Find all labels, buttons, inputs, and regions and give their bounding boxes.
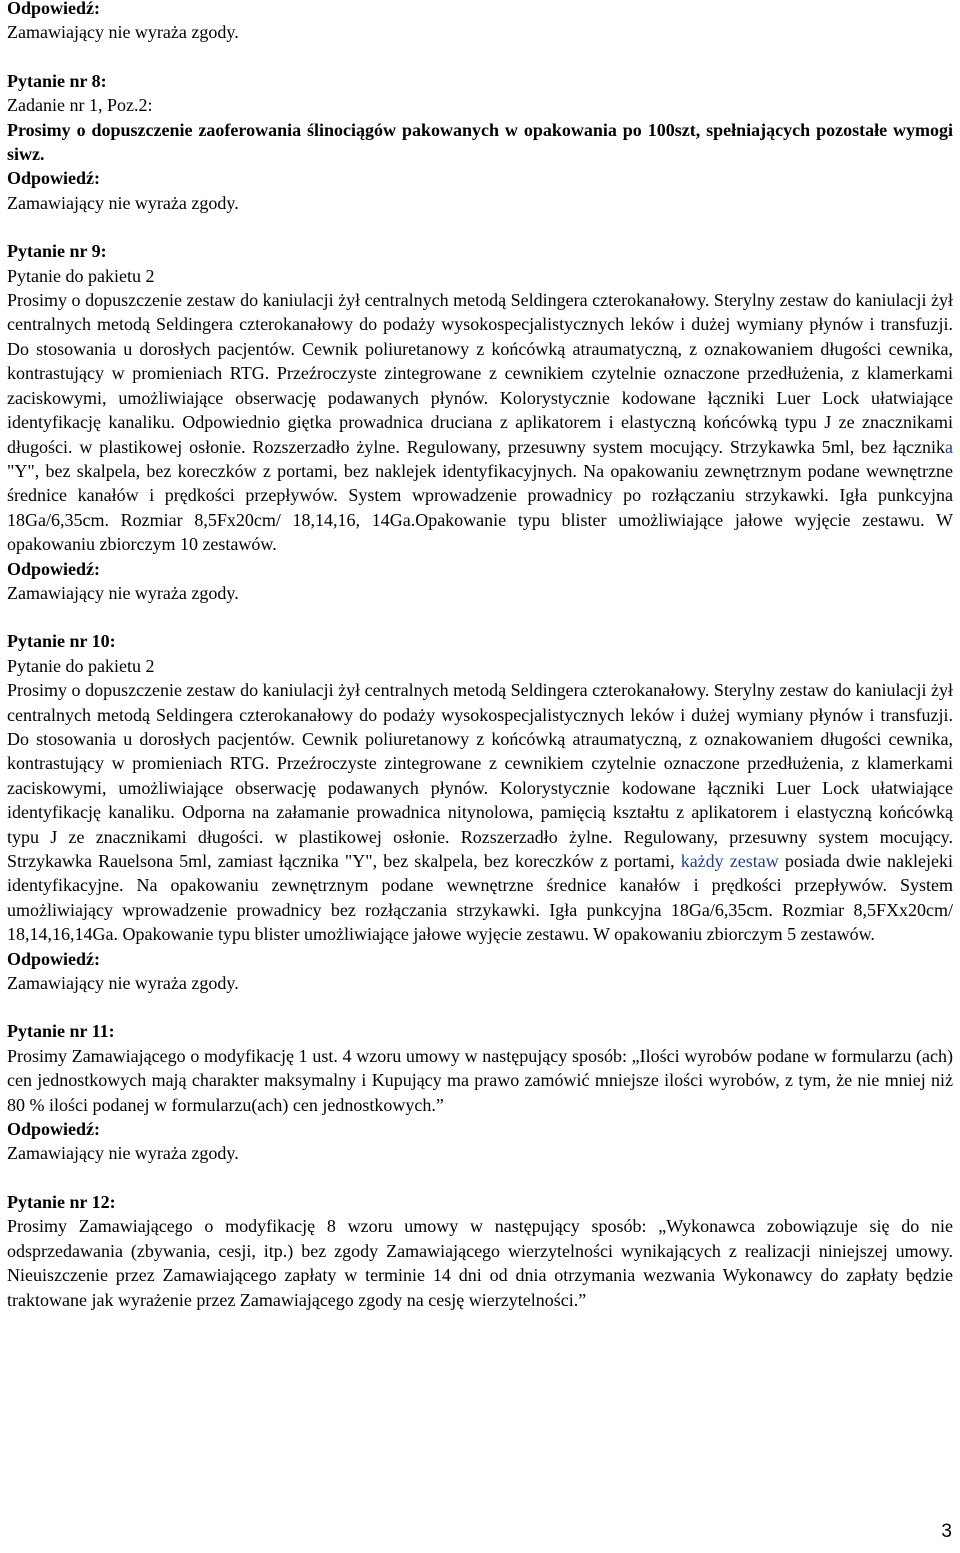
question-8-title: Pytanie nr 8: [7,70,107,91]
question-9-title: Pytanie nr 9: [7,241,107,262]
question-10-title: Pytanie nr 10: [7,631,116,652]
question-10-text [7,678,953,946]
question-9-text-part-b: "Y", bez skalpela, bez koreczków z portami, bez naklejek identyfikacyjnych. Na opakowaniu zewnętrznym podane wewnętrzne średnice kanałów i prędkości przepływów. System wprowadzenie prowadnicy po rozłączaniu strzykawki. Igła punkcyjna 18Ga/6,35cm. Rozmiar 8,5Fx20cm/ 18,14,16, 14Ga.Opakowanie typu blister umożliwiające jałowe wyjęcie zestawu. W opakowaniu zbiorczym 10 zestawów. [7,460,953,555]
page-number: 3 [941,1521,952,1542]
question-9-package: Pytanie do pakietu 2 [7,265,155,286]
question-8-text: Prosimy o dopuszczenie zaoferowania ślinociągów pakowanych w opakowania po 100szt, spełniających pozostałe wymogi siwz. [7,119,953,165]
answer-text: Zamawiający nie wyraża zgody. [7,192,239,213]
answer-text: Zamawiający nie wyraża zgody. [7,582,239,603]
answer-text: Zamawiający nie wyraża zgody. [7,973,239,994]
answer-label: Odpowiedź: [7,1119,101,1140]
answer-text: Zamawiający nie wyraża zgody. [7,1143,239,1164]
answer-text: Zamawiający nie wyraża zgody. [7,22,239,43]
question-12-text: Prosimy Zamawiającego o modyfikację 8 wzoru umowy w następujący sposób: „Wykonawca zobowiązuje się do nie odsprzedawania (zbywania, cesji, itp.) bez zgody Zamawiającego wierzytelności wynikających z realizacji niniejszej umowy. Nieuiszczenie przez Zamawiającego zapłaty w terminie 14 dni od dnia otrzymania wezwania Wykonawcy do zapłaty będzie traktowane jak wyrażenie przez Zamawiającego zgody na cesję wierzytelności.” [7,1216,953,1310]
question-10-text-part-b: posiada dwie naklejeki identyfikacyjne. Na opakowaniu zewnętrznym podane wewnętrzne średnice kanałów i prędkości przepływów. System umożliwiający wprowadzenie prowadnicy bez rozłączania strzykawki. Igła punkcyjna 18Ga/6,35cm. Rozmiar 8,5FXx20cm/ 18,14,16,14Ga. Opakowanie typu blister umożliwiające jałowe wyjęcie zestawu. W opakowaniu zbiorczym 5 zestawów. [7,851,954,945]
question-12-title: Pytanie nr 12: [7,1191,116,1212]
question-9-text-part-a: Prosimy o dopuszczenie zestaw do kaniulacji żył centralnych metodą Seldingera czterokanałowy. Sterylny zestaw do kaniulacji żył centralnych metodą Seldingera czterokanałowy do podaży wysokospecjalistycznych leków i dużej wymiany płynów i transfuzji. Do stosowania u dorosłych pacjentów. Cewnik poliuretanowy z końcówką atraumatyczną, z oznakowaniem długości cewnika, kontrastujący w promieniach RTG. Przeźroczyste zintegrowane z cewnikiem czytelnie oznaczone przedłużenia, z klamerkami zaciskowymi, umożliwiające obserwację podawanych płynów. Kolorystycznie kodowane łączniki Luer Lock ułatwiające identyfikację kanaliku. Odpowiednio giętka prowadnica druciana z aplikatorem i elastyczną końcówką typu J ze znacznikami długości. w plastikowej osłonie. Rozszerzadło żylne. Regulowany, przesuwny system mocujący. Strzykawka 5ml, bez łącznik [7,290,953,457]
answer-label: Odpowiedź: [7,0,101,18]
answer-label: Odpowiedź: [7,168,101,189]
question-8-task: Zadanie nr 1, Poz.2: [7,95,153,116]
question-11-text: Prosimy Zamawiającego o modyfikację 1 ust. 4 wzoru umowy w następujący sposób: „Ilości wyrobów podane w formularzu (ach) cen jednostkowych mają charakter maksymalny i Kupujący ma prawo zamówić mniejsze ilości wyrobów, z tym, że nie mniej niż 80 % ilości podanej w formularzu(ach) cen jednostkowych.” [7,1045,953,1115]
question-10-text-part-a: Prosimy o dopuszczenie zestaw do kaniulacji żył centralnych metodą Seldingera czterokanałowy. Sterylny zestaw do kaniulacji żył centralnych metodą Seldingera czterokanałowy do podaży wysokospecjalistycznych leków i dużej wymiany płynów i transfuzji. Do stosowania u dorosłych pacjentów. Cewnik poliuretanowy z końcówką atraumatyczną, z oznakowaniem długości cewnika, kontrastujący w promieniach RTG. Przeźroczyste zintegrowane z cewnikiem czytelnie oznaczone przedłużenia, z klamerkami zaciskowymi, umożliwiające obserwację podawanych płynów. Kolorystycznie kodowane łączniki Luer Lock ułatwiające identyfikację kanaliku. Odporna na załamanie prowadnica nitynolowa, pamięcią kształtu z aplikatorem i elastyczną końcówką typu J ze znacznikami długości. w plastikowej osłonie. Rozszerzadło żylne. Regulowany, przesuwny system mocujący. Strzykawka Rauelsona 5ml, zamiast łącznika "Y", bez skalpela, bez koreczków z portami, [7,680,953,871]
question-10-package: Pytanie do pakietu 2 [7,655,155,676]
question-10-text-highlight: każdy zestaw [680,851,779,871]
answer-label: Odpowiedź: [7,558,101,579]
answer-label: Odpowiedź: [7,948,101,969]
question-9-text-highlight: a [945,436,953,457]
question-11-title: Pytanie nr 11: [7,1021,115,1042]
question-9-text [7,288,953,556]
document-page [7,0,953,1312]
